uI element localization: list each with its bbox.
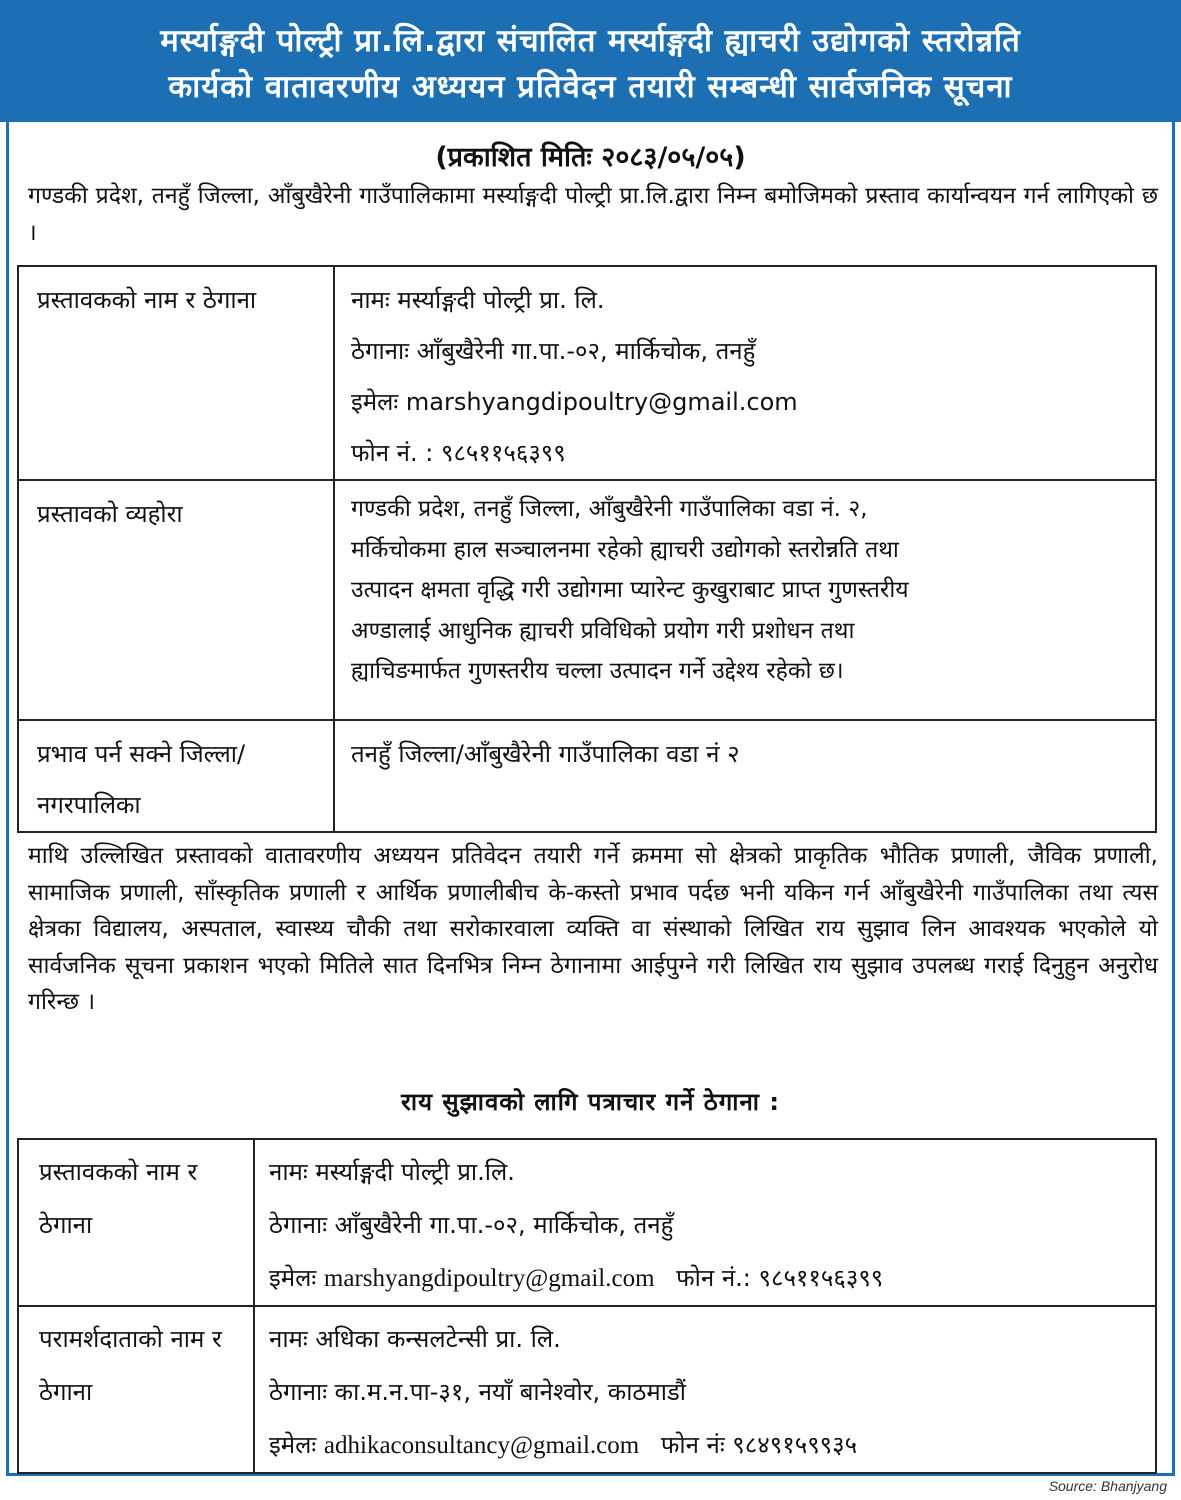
- proponent-email: इमेलः marshyangdipoultry@gmail.com: [351, 388, 798, 416]
- consultant-phone: फोन नंः ९८४९१५९९३५: [660, 1431, 858, 1459]
- header-title-line-1: मर्स्याङ्गदी पोल्ट्री प्रा.लि.द्वारा संचालित मर्स्याङ्गदी ह्याचरी उद्योगको स्तरोन्नति: [160, 23, 1021, 59]
- consultant-email: adhikaconsultancy@gmail.com: [323, 1432, 640, 1459]
- proposal-details-line: उत्पादन क्षमता वृद्धि गरी उद्योगमा प्यारेन्ट कुखुराबाट प्राप्त गुणस्तरीय: [351, 577, 909, 603]
- consultant-label-cell: [18, 1306, 254, 1473]
- proponent-phone: फोन नं. : ९८५११५६३९९: [351, 439, 566, 467]
- consultant-name: नामः अधिका कन्सलटेन्सी प्रा. लि.: [269, 1325, 561, 1353]
- contact-proponent-value-cell: [254, 1139, 1156, 1306]
- contact-proponent-name: नामः मर्स्याङ्गदी पोल्ट्री प्रा.लि.: [269, 1158, 515, 1186]
- notice-header: [0, 0, 1181, 122]
- email-label: इमेलः: [269, 1264, 317, 1292]
- proposal-details-line: गण्डकी प्रदेश, तनहुँ जिल्ला, आँबुखैरेनी गाउँपालिका वडा नं. २,: [351, 496, 868, 522]
- affected-area-label: प्रभाव पर्न सक्ने जिल्ला/नगरपालिका: [37, 740, 246, 819]
- published-date: (प्रकाशित मितिः २०८३/०५/०५): [435, 142, 746, 173]
- proposal-details-line: ह्याचिङमार्फत गुणस्तरीय चल्ला उत्पादन गर्ने उद्देश्य रहेको छ।: [351, 658, 844, 684]
- source-credit: Source: Bhanjyang: [1048, 1478, 1167, 1494]
- proponent-label-cell: [18, 266, 334, 480]
- email-label: इमेलः: [269, 1431, 317, 1459]
- affected-area-label-cell: [18, 720, 334, 832]
- proposal-details-cell: [334, 480, 1156, 720]
- consultant-address: ठेगानाः का.म.न.पा-३१, नयाँ बानेश्वोर, काठमाडौं: [269, 1378, 686, 1406]
- contact-heading: राय सुझावको लागि पत्राचार गर्ने ठेगाना :: [401, 1088, 780, 1116]
- consultant-value-cell: [254, 1306, 1156, 1473]
- contact-table: [17, 1138, 1157, 1474]
- intro-paragraph: गण्डकी प्रदेश, तनहुँ जिल्ला, आँबुखैरेनी गाउँपालिकामा मर्स्याङ्गदी पोल्ट्री प्रा.लि.द्वारा निम्न बमोजिमको प्रस्ताव कार्यान्वयन गर्न लागिएको छ ।: [28, 183, 1158, 246]
- consultant-email-phone: [269, 1419, 1155, 1472]
- contact-proponent-address: ठेगानाः आँबुखैरेनी गा.पा.-०२, मार्किचोक, तनहुँ: [269, 1211, 674, 1239]
- table-row: [18, 1139, 1156, 1306]
- header-title-line-2: कार्यको वातावरणीय अध्ययन प्रतिवेदन तयारी सम्बन्धी सार्वजनिक सूचना: [168, 69, 1013, 105]
- contact-proponent-email-phone: [269, 1252, 1155, 1305]
- table-row: [18, 720, 1156, 832]
- proposal-details-label: प्रस्तावको व्यहोरा: [37, 500, 183, 528]
- proposal-details-line: अण्डालाई आधुनिक ह्याचरी प्रविधिको प्रयोग गरी प्रशोधन तथा: [351, 617, 855, 644]
- contact-proponent-phone: फोन नं.: ९८५११५६३९९: [676, 1264, 884, 1292]
- table-row: [18, 480, 1156, 720]
- proposal-table: [17, 265, 1157, 833]
- proponent-label: प्रस्तावकको नाम र ठेगाना: [37, 286, 257, 314]
- proposal-details-line: मर्किचोकमा हाल सञ्चालनमा रहेको ह्याचरी उद्योगको स्तरोन्नति तथा: [351, 536, 899, 563]
- request-paragraph: माथि उल्लिखित प्रस्तावको वातावरणीय अध्ययन प्रतिवेदन तयारी गर्ने क्रममा सो क्षेत्रको प्राकृतिक भौतिक प्रणाली, जैविक प्रणाली, सामाजिक प्रणाली, साँस्कृतिक प्रणाली र आर्थिक प्रणालीबीच के-कस्तो प्रभाव पर्दछ भनी यकिन गर्न आँबुखैरेनी गाउँपालिका तथा त्यस क्षेत्रका विद्यालय, अस्पताल, स्वास्थ्य चौकी तथा सरोकारवाला व्यक्ति वा संस्थाको लिखित राय सुझाव लिन आवश्यक भएकोले यो सार्वजनिक सूचना प्रकाशन भएको मितिले सात दिनभित्र निम्न ठेगानामा आईपुग्ने गरी लिखित राय सुझाव उपलब्ध गराई दिनुहुन अनुरोध गरिन्छ ।: [28, 843, 1158, 1015]
- affected-area-value-cell: [334, 720, 1156, 832]
- contact-proponent-label-cell: [18, 1139, 254, 1306]
- proponent-address: ठेगानाः आँबुखैरेनी गा.पा.-०२, मार्किचोक, तनहुँ: [351, 337, 756, 365]
- consultant-label: परामर्शदाताको नाम र ठेगाना: [39, 1325, 222, 1406]
- proposal-details-label-cell: [18, 480, 334, 720]
- contact-proponent-email: marshyangdipoultry@gmail.com: [323, 1265, 655, 1292]
- proponent-value-cell: [334, 266, 1156, 480]
- contact-proponent-label: प्रस्तावकको नाम र ठेगाना: [39, 1158, 198, 1239]
- affected-area-value: तनहुँ जिल्ला/आँबुखैरेनी गाउँपालिका वडा नं २: [351, 740, 740, 768]
- table-row: [18, 266, 1156, 480]
- proponent-name: नामः मर्स्याङ्गदी पोल्ट्री प्रा. लि.: [351, 286, 605, 314]
- table-row: [18, 1306, 1156, 1473]
